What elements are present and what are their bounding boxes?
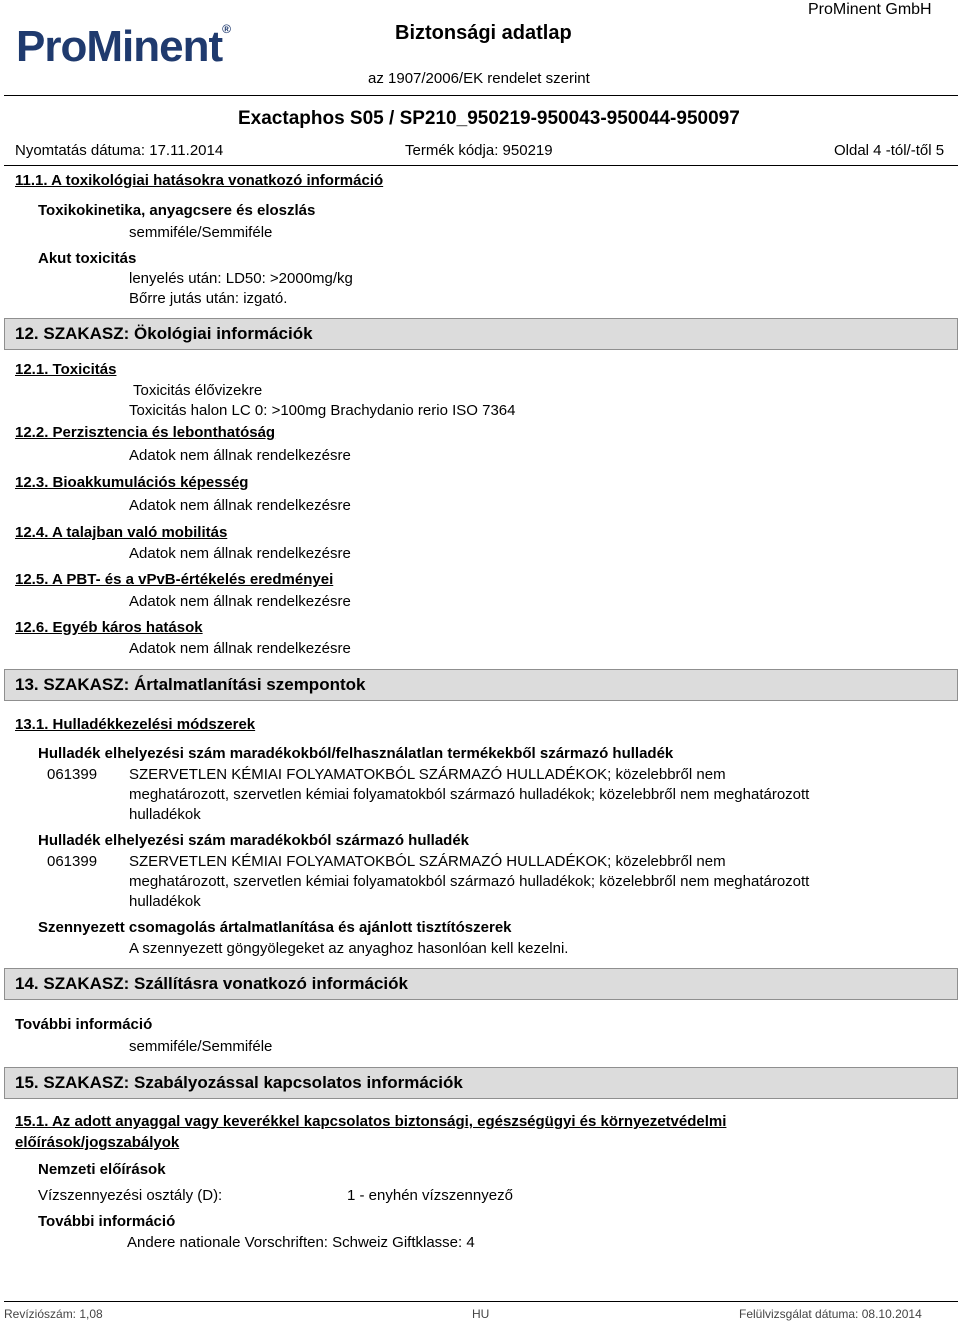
prominent-logo: ProMinent® xyxy=(16,22,230,71)
section-15-further-info-value: Andere nationale Vorschriften: Schweiz Giftklasse: 4 xyxy=(127,1234,475,1251)
page-number: Oldal 4 -tól/-től 5 xyxy=(834,142,945,159)
section-15-title: 15. SZAKASZ: Szabályozással kapcsolatos információk xyxy=(15,1073,463,1092)
packaging-heading: Szennyezett csomagolás ártalmatlanítása és ajánlott tisztítószerek xyxy=(38,919,512,936)
section-13-1-heading: 13.1. Hulladékkezelési módszerek xyxy=(15,716,256,733)
section-14-further-info-value: semmiféle/Semmiféle xyxy=(129,1038,273,1055)
section-12-3-heading: 12.3. Bioakkumulációs képesség xyxy=(15,474,249,491)
section-15-further-info-label: További információ xyxy=(38,1213,176,1230)
toxikokinetika-label: Toxikokinetika, anyagcsere és eloszlás xyxy=(38,202,316,219)
header-divider xyxy=(4,95,958,96)
section-15-1-heading-line1: 15.1. Az adott anyaggal vagy keverékkel kapcsolatos biztonsági, egészségügyi és környezetvédelmi xyxy=(15,1113,727,1130)
toxikokinetika-value: semmiféle/Semmiféle xyxy=(129,224,273,241)
akut-toxicitas-oral: lenyelés után: LD50: >2000mg/kg xyxy=(129,270,353,287)
section-12-2-value: Adatok nem állnak rendelkezésre xyxy=(129,447,351,464)
language-code: HU xyxy=(472,1307,490,1321)
toxicitas-halon: Toxicitás halon LC 0: >100mg Brachydanio rerio ISO 7364 xyxy=(129,402,516,419)
section-13-bar xyxy=(4,669,958,701)
section-12-4-heading: 12.4. A talajban való mobilitás xyxy=(15,524,228,541)
toxicitas-elovizekre: Toxicitás élővizekre xyxy=(133,382,263,399)
print-date: Nyomtatás dátuma: 17.11.2014 xyxy=(15,142,224,159)
section-14-further-info-label: További információ xyxy=(15,1016,153,1033)
waste-code-residues-heading: Hulladék elhelyezési szám maradékokból/felhasználatlan termékekből származó hulladék xyxy=(38,745,674,762)
waste-code-1: 061399 xyxy=(47,766,98,783)
waste-desc-2-line3: hulladékok xyxy=(129,893,201,910)
section-12-bar xyxy=(4,318,958,350)
waste-code-residue-heading: Hulladék elhelyezési szám maradékokból származó hulladék xyxy=(38,832,470,849)
waste-code-2: 061399 xyxy=(47,853,98,870)
section-12-5-value: Adatok nem állnak rendelkezésre xyxy=(129,593,351,610)
waste-desc-1-line2: meghatározott, szervetlen kémiai folyamatokból származó hulladékok; közelebbről nem meghatározott xyxy=(129,786,810,803)
footer-divider xyxy=(4,1301,958,1302)
section-12-4-value: Adatok nem állnak rendelkezésre xyxy=(129,545,351,562)
section-14-title: 14. SZAKASZ: Szállításra vonatkozó információk xyxy=(15,974,408,993)
section-13-title: 13. SZAKASZ: Ártalmatlanítási szempontok xyxy=(15,675,366,694)
waste-desc-2-line2: meghatározott, szervetlen kémiai folyamatokból származó hulladékok; közelebbről nem meghatározott xyxy=(129,873,810,890)
section-12-2-heading: 12.2. Perzisztencia és lebonthatóság xyxy=(15,424,276,441)
review-date: Felülvizsgálat dátuma: 08.10.2014 xyxy=(739,1307,922,1321)
section-11-1-heading: 11.1. A toxikológiai hatásokra vonatkozó információ xyxy=(15,172,384,189)
section-12-6-value: Adatok nem állnak rendelkezésre xyxy=(129,640,351,657)
section-12-5-heading: 12.5. A PBT- és a vPvB-értékelés eredményei xyxy=(15,571,334,588)
water-hazard-class-value: 1 - enyhén vízszennyező xyxy=(347,1187,513,1204)
revision-number: Revíziószám: 1,08 xyxy=(4,1307,103,1321)
document-title: Biztonsági adatlap xyxy=(395,22,572,44)
section-14-bar xyxy=(4,968,958,1000)
akut-toxicitas-label: Akut toxicitás xyxy=(38,250,137,267)
waste-desc-2-line1: SZERVETLEN KÉMIAI FOLYAMATOKBÓL SZÁRMAZÓ HULLADÉKOK; közelebbről nem xyxy=(129,853,726,870)
waste-desc-1-line1: SZERVETLEN KÉMIAI FOLYAMATOKBÓL SZÁRMAZÓ HULLADÉKOK; közelebbről nem xyxy=(129,766,726,783)
company-name: ProMinent GmbH xyxy=(808,1,932,18)
water-hazard-class-label: Vízszennyezési osztály (D): xyxy=(38,1187,223,1204)
section-12-title: 12. SZAKASZ: Ökológiai információk xyxy=(15,324,313,343)
header-bottom-divider xyxy=(4,165,958,166)
product-name: Exactaphos S05 / SP210_950219-950043-950044-950097 xyxy=(238,108,740,129)
waste-desc-1-line3: hulladékok xyxy=(129,806,201,823)
product-code: Termék kódja: 950219 xyxy=(405,142,553,159)
packaging-value: A szennyezett göngyölegeket az anyaghoz hasonlóan kell kezelni. xyxy=(129,940,569,957)
section-12-1-heading: 12.1. Toxicitás xyxy=(15,361,117,378)
document-subtitle: az 1907/2006/EK rendelet szerint xyxy=(368,70,590,87)
section-15-1-heading-line2: előírások/jogszabályok xyxy=(15,1134,180,1151)
akut-toxicitas-skin: Bőrre jutás után: izgató. xyxy=(129,290,288,307)
section-15-bar xyxy=(4,1067,958,1099)
section-12-6-heading: 12.6. Egyéb káros hatások xyxy=(15,619,203,636)
section-12-3-value: Adatok nem állnak rendelkezésre xyxy=(129,497,351,514)
national-regulations-label: Nemzeti előírások xyxy=(38,1161,166,1178)
